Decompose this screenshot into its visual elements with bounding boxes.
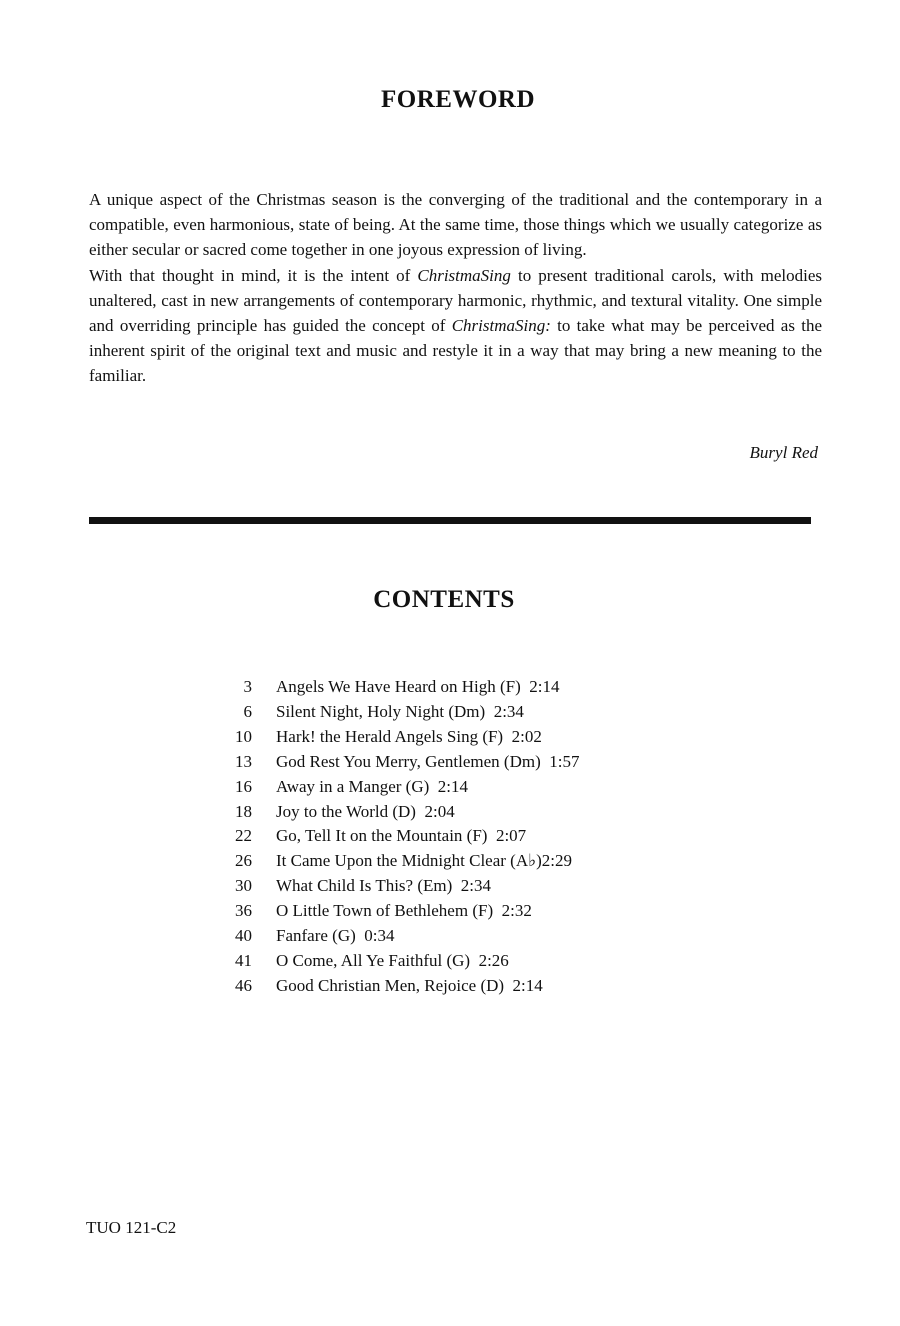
contents-page-number: 40 (235, 926, 252, 946)
signature: Buryl Red (749, 443, 818, 462)
contents-page-number: 3 (243, 677, 252, 696)
contents-item (222, 824, 702, 849)
contents-item (222, 700, 702, 725)
contents-entry: Angels We Have Heard on High (F) 2:14 (276, 677, 560, 696)
contents-list (222, 675, 702, 999)
catalog-code: TUO 121-C2 (86, 1218, 177, 1237)
foreword-paragraph-1: A unique aspect of the Christmas season is the converging of the traditional and the contemporary in a compatible, even harmonious, state of being. At the same time, those things which we usually categorize as either secular or sacred come together in one joyous expression of living. (89, 190, 822, 260)
p2-text-1: With that thought in mind, it is the intent of (89, 265, 418, 285)
contents-entry: Joy to the World (D) 2:04 (276, 801, 455, 821)
divider-rule (89, 517, 811, 524)
p2-text-3: to take what may be perceived as the inherent spirit of the original text and music and restyle it in a way that may bring a new meaning to the familiar. (89, 316, 822, 386)
contents-page-number: 10 (235, 726, 252, 746)
contents-item (222, 750, 702, 775)
foreword-paragraph-2 (89, 263, 822, 389)
contents-entry: Fanfare (G) 0:34 (276, 926, 395, 946)
contents-entry: Good Christian Men, Rejoice (D) 2:14 (276, 975, 543, 995)
p2-title-1: ChristmaSing (417, 265, 511, 285)
contents-page-number: 36 (235, 901, 252, 921)
contents-entry: God Rest You Merry, Gentlemen (Dm) 1:57 (276, 751, 580, 771)
contents-page-number: 30 (235, 876, 252, 896)
contents-item (222, 924, 702, 949)
contents-page-number: 16 (235, 776, 252, 796)
contents-item (222, 800, 702, 825)
contents-entry: O Little Town of Bethlehem (F) 2:32 (276, 901, 532, 921)
contents-entry: O Come, All Ye Faithful (G) 2:26 (276, 950, 509, 970)
contents-item (222, 949, 702, 974)
contents-entry: Hark! the Herald Angels Sing (F) 2:02 (276, 726, 542, 746)
contents-entry: It Came Upon the Midnight Clear (A♭)2:29 (276, 851, 573, 871)
contents-page-number: 22 (235, 826, 252, 846)
p2-title-2: ChristmaSing: (451, 316, 551, 336)
contents-item (222, 675, 702, 700)
contents-title: CONTENTS (373, 586, 515, 613)
contents-page-number: 18 (235, 801, 252, 821)
contents-item (222, 899, 702, 924)
contents-page-number: 26 (235, 851, 252, 871)
foreword-body (89, 187, 822, 389)
contents-item (222, 974, 702, 999)
contents-entry: Silent Night, Holy Night (Dm) 2:34 (276, 701, 524, 721)
contents-page-number: 13 (235, 751, 252, 771)
p2-text-2: to present traditional carols, with melodies unaltered, cast in new arrangements of contemporary harmonic, rhythmic, and textural vitality. One simple and overriding principle has guided the concept of (89, 265, 822, 336)
contents-page-number: 6 (243, 701, 252, 721)
contents-page-number: 41 (235, 950, 252, 970)
contents-page-number: 46 (235, 975, 252, 995)
foreword-title: FOREWORD (381, 86, 535, 113)
contents-item (222, 725, 702, 750)
contents-item (222, 874, 702, 899)
contents-entry: Away in a Manger (G) 2:14 (276, 776, 468, 796)
contents-entry: What Child Is This? (Em) 2:34 (276, 876, 491, 896)
contents-entry: Go, Tell It on the Mountain (F) 2:07 (276, 826, 527, 846)
contents-item (222, 775, 702, 800)
contents-item (222, 849, 702, 874)
